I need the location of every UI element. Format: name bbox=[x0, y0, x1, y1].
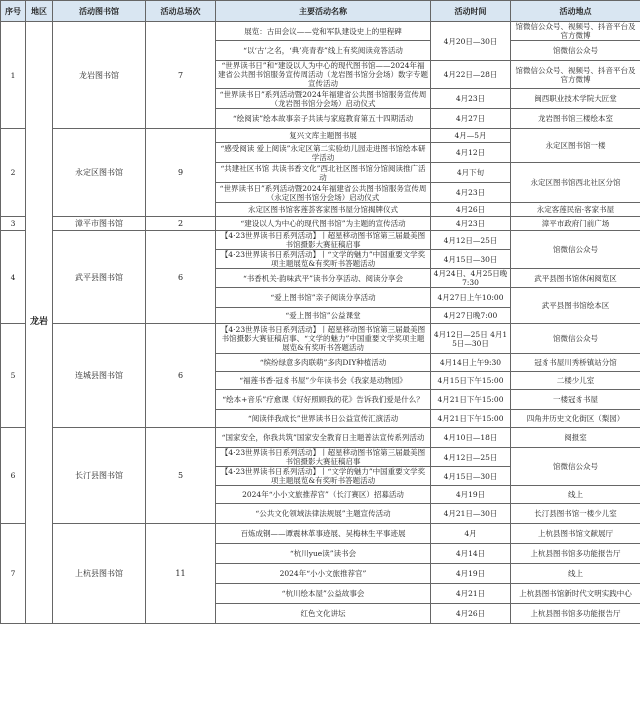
activity-time-cell: 4月12日—25日 bbox=[431, 231, 511, 250]
activity-name-cell: 展览：古田会议——党和军队建设史上的里程碑 bbox=[216, 22, 431, 41]
activity-name-cell: “爱上图书馆”亲子阅读分享活动 bbox=[216, 288, 431, 308]
table-row bbox=[1, 129, 640, 143]
activity-place-cell: 武平县图书馆绘本区 bbox=[511, 288, 640, 324]
activity-place-cell: 武平县图书馆休闲阅览区 bbox=[511, 269, 640, 288]
activity-count-cell: 7 bbox=[146, 22, 216, 129]
activity-name-cell: “绘本+音乐”疗愈课《好好照顾我的花》告诉我们爱是什么？ bbox=[216, 390, 431, 410]
activity-place-cell: 冠豸书屋川秀桥镇站分馆 bbox=[511, 354, 640, 372]
library-name-cell: 连城县图书馆 bbox=[53, 324, 146, 428]
activity-name-cell: “绘阅读”绘本故事亲子共读与家庭教育第五十四期活动 bbox=[216, 109, 431, 129]
serial-number-cell: 3 bbox=[1, 217, 26, 231]
library-name-cell: 漳平市图书馆 bbox=[53, 217, 146, 231]
activity-name-cell: “以‘古’之名，‘典’亮青春”线上有奖阅读竞答活动 bbox=[216, 41, 431, 61]
table-row bbox=[1, 231, 640, 250]
activity-name-cell: “共建社区书馆 共读书香文化”西北社区图书馆分馆阅读推广活动 bbox=[216, 163, 431, 183]
activity-time-cell: 4月26日 bbox=[431, 604, 511, 624]
activity-name-cell: “世界读书日”和“建设以人为中心的现代图书馆——2024年福建省公共图书馆服务宣传周活动（龙岩图书馆分会场）数字专题宣传活动 bbox=[216, 61, 431, 89]
activity-name-cell: “书香机关·韵味武平”读书分享活动、阅读分享会 bbox=[216, 269, 431, 288]
serial-number-cell: 6 bbox=[1, 428, 26, 524]
activity-place-cell: 漳平市政府门前广场 bbox=[511, 217, 640, 231]
activity-time-cell: 4月19日 bbox=[431, 486, 511, 504]
table-row bbox=[1, 524, 640, 544]
activity-place-cell: 一楼冠豸书屋 bbox=[511, 390, 640, 410]
activity-place-cell: 永定客莲民宿·客家书屋 bbox=[511, 203, 640, 217]
table-row bbox=[1, 428, 640, 448]
table-row bbox=[1, 324, 640, 354]
activity-time-cell: 4月 bbox=[431, 524, 511, 544]
header-cell: 序号 bbox=[1, 1, 26, 22]
activity-place-cell: 长汀县图书馆一楼少儿室 bbox=[511, 504, 640, 524]
activity-name-cell: “感受阅读 爱上阅读”永定区第二实验幼儿园走进图书馆绘本研学活动 bbox=[216, 143, 431, 163]
activity-name-cell: “爱上图书馆”公益课堂 bbox=[216, 308, 431, 324]
activity-name-cell: “阅读伴我成长”世界读书日公益宣传汇演活动 bbox=[216, 410, 431, 428]
library-name-cell: 永定区图书馆 bbox=[53, 129, 146, 217]
activity-count-cell: 6 bbox=[146, 231, 216, 324]
activity-time-cell: 4月22日—28日 bbox=[431, 61, 511, 89]
activity-name-cell: “杭川绘本屋”公益故事会 bbox=[216, 584, 431, 604]
activity-place-cell: 龙岩图书馆三楼绘本室 bbox=[511, 109, 640, 129]
library-name-cell: 上杭县图书馆 bbox=[53, 524, 146, 624]
activity-name-cell: “福莲书香·冠豸书屋”少年读书会《我家是动物园》 bbox=[216, 372, 431, 390]
activity-name-cell: 永定区图书馆客莲荟客家图书屋分馆揭牌仪式 bbox=[216, 203, 431, 217]
header-row bbox=[1, 1, 640, 22]
table-row bbox=[1, 22, 640, 41]
activity-name-cell: “国家安全，你我共筑”国家安全教育日主题普法宣传系列活动 bbox=[216, 428, 431, 448]
activity-count-cell: 9 bbox=[146, 129, 216, 217]
activity-name-cell: 【4·23世界读书日系列活动】丨“文学的魅力”中国重要文学奖项主题展览&有奖听书答题活动 bbox=[216, 467, 431, 486]
serial-number-cell: 7 bbox=[1, 524, 26, 624]
activity-time-cell: 4月23日 bbox=[431, 183, 511, 203]
activity-time-cell: 4月21日下午15:00 bbox=[431, 390, 511, 410]
activity-place-cell: 永定区图书馆一楼 bbox=[511, 129, 640, 163]
activity-name-cell: 【4·23世界读书日系列活动】丨超星移动图书馆第三届最美图书馆摄影大赛征稿启事 bbox=[216, 448, 431, 467]
activity-name-cell: 2024年“小小文旅推荐官”（长汀赛区）招募活动 bbox=[216, 486, 431, 504]
activity-count-cell: 5 bbox=[146, 428, 216, 524]
activity-time-cell: 4月21日下午15:00 bbox=[431, 410, 511, 428]
activity-name-cell: 【4·23世界读书日系列活动】丨“文学的魅力”中国重要文学奖项主题展览&有奖听书答题活动 bbox=[216, 250, 431, 269]
activity-time-cell: 4月21日 bbox=[431, 584, 511, 604]
activity-time-cell: 4月26日 bbox=[431, 203, 511, 217]
activity-time-cell: 4月24日、4月25日晚7:30 bbox=[431, 269, 511, 288]
activity-time-cell: 4月14日 bbox=[431, 544, 511, 564]
activity-place-cell: 馆微信公众号 bbox=[511, 231, 640, 269]
activity-place-cell: 馆微信公众号 bbox=[511, 448, 640, 486]
activity-time-cell: 4月15日—30日 bbox=[431, 467, 511, 486]
activity-time-cell: 4月—5月 bbox=[431, 129, 511, 143]
header-cell: 活动时间 bbox=[431, 1, 511, 22]
region-cell: 龙岩 bbox=[26, 22, 53, 624]
activity-place-cell: 线上 bbox=[511, 486, 640, 504]
activity-place-cell: 馆微信公众号 bbox=[511, 324, 640, 354]
activity-place-cell: 馆微信公众号 bbox=[511, 41, 640, 61]
activity-time-cell: 4月19日 bbox=[431, 564, 511, 584]
serial-number-cell: 2 bbox=[1, 129, 26, 217]
activity-name-cell: 复兴文库主题图书展 bbox=[216, 129, 431, 143]
activity-place-cell: 上杭县图书馆新时代文明实践中心 bbox=[511, 584, 640, 604]
library-name-cell: 龙岩图书馆 bbox=[53, 22, 146, 129]
table-body bbox=[1, 22, 640, 624]
activity-name-cell: “公共文化领域法律法规展”主题宣传活动 bbox=[216, 504, 431, 524]
activity-place-cell: 二楼少儿室 bbox=[511, 372, 640, 390]
activity-time-cell: 4月27日晚7:00 bbox=[431, 308, 511, 324]
header-cell: 活动总场次 bbox=[146, 1, 216, 22]
activity-name-cell: “建设以人为中心的现代图书馆”为主题的宣传活动 bbox=[216, 217, 431, 231]
activity-time-cell: 4月15日下午15:00 bbox=[431, 372, 511, 390]
activity-place-cell: 闽西职业技术学院大匠堂 bbox=[511, 89, 640, 109]
activity-time-cell: 4月20日—30日 bbox=[431, 22, 511, 61]
activity-name-cell: “缤纷绿意多肉联萌”多肉DIY种植活动 bbox=[216, 354, 431, 372]
table-row bbox=[1, 217, 640, 231]
header-cell: 活动图书馆 bbox=[53, 1, 146, 22]
activity-place-cell: 阅报室 bbox=[511, 428, 640, 448]
activity-name-cell: 2024年“小小文旅推荐官” bbox=[216, 564, 431, 584]
serial-number-cell: 4 bbox=[1, 231, 26, 324]
header-cell: 地区 bbox=[26, 1, 53, 22]
activity-name-cell: 【4·23世界读书日系列活动】丨超星移动图书馆第三届最美图书馆摄影大赛征稿启事 bbox=[216, 231, 431, 250]
activity-place-cell: 永定区图书馆西北社区分馆 bbox=[511, 163, 640, 203]
activity-count-cell: 11 bbox=[146, 524, 216, 624]
activity-count-cell: 6 bbox=[146, 324, 216, 428]
activity-place-cell: 馆微信公众号、视频号、抖音平台及官方微博 bbox=[511, 22, 640, 41]
serial-number-cell: 5 bbox=[1, 324, 26, 428]
activity-time-cell: 4月27日 bbox=[431, 109, 511, 129]
activity-time-cell: 4月12日—25日 bbox=[431, 448, 511, 467]
activity-time-cell: 4月下旬 bbox=[431, 163, 511, 183]
activity-time-cell: 4月15日—30日 bbox=[431, 250, 511, 269]
activity-time-cell: 4月21日—30日 bbox=[431, 504, 511, 524]
activity-time-cell: 4月23日 bbox=[431, 89, 511, 109]
activity-name-cell: “世界读书日”系列活动暨2024年福建省公共图书馆服务宣传周（龙岩图书馆分会场）启动仪式 bbox=[216, 89, 431, 109]
activity-name-cell: “世界读书日”系列活动暨2024年福建省公共图书馆服务宣传周（永定区图书馆分会场）启动仪式 bbox=[216, 183, 431, 203]
activity-time-cell: 4月14日上午9:30 bbox=[431, 354, 511, 372]
activity-place-cell: 上杭县图书馆多功能报告厅 bbox=[511, 604, 640, 624]
header-cell: 主要活动名称 bbox=[216, 1, 431, 22]
library-name-cell: 长汀县图书馆 bbox=[53, 428, 146, 524]
activity-name-cell: 百炼成钢——谭震林革事迹展、吴梅林生平事迹展 bbox=[216, 524, 431, 544]
activity-name-cell: 【4·23世界读书日系列活动】丨超星移动图书馆第三届最美图书馆摄影大赛征稿启事、“文学的魅力”中国重要文学奖项主题展览&有奖听书答题活动 bbox=[216, 324, 431, 354]
activity-name-cell: “杭川yue读”读书会 bbox=[216, 544, 431, 564]
activity-time-cell: 4月27日上午10:00 bbox=[431, 288, 511, 308]
activity-place-cell: 线上 bbox=[511, 564, 640, 584]
activity-name-cell: 红色文化讲坛 bbox=[216, 604, 431, 624]
library-name-cell: 武平县图书馆 bbox=[53, 231, 146, 324]
activity-place-cell: 上杭县图书馆多功能报告厅 bbox=[511, 544, 640, 564]
activity-time-cell: 4月23日 bbox=[431, 217, 511, 231]
activity-time-cell: 4月12日—25日 4月15日—30日 bbox=[431, 324, 511, 354]
header-cell: 活动地点 bbox=[511, 1, 640, 22]
activity-time-cell: 4月10日—18日 bbox=[431, 428, 511, 448]
activity-place-cell: 上杭县图书馆文献展厅 bbox=[511, 524, 640, 544]
serial-number-cell: 1 bbox=[1, 22, 26, 129]
activity-time-cell: 4月12日 bbox=[431, 143, 511, 163]
activity-place-cell: 馆微信公众号、视频号、抖音平台及官方微博 bbox=[511, 61, 640, 89]
activity-count-cell: 2 bbox=[146, 217, 216, 231]
activity-place-cell: 四角井历史文化街区（梨园） bbox=[511, 410, 640, 428]
